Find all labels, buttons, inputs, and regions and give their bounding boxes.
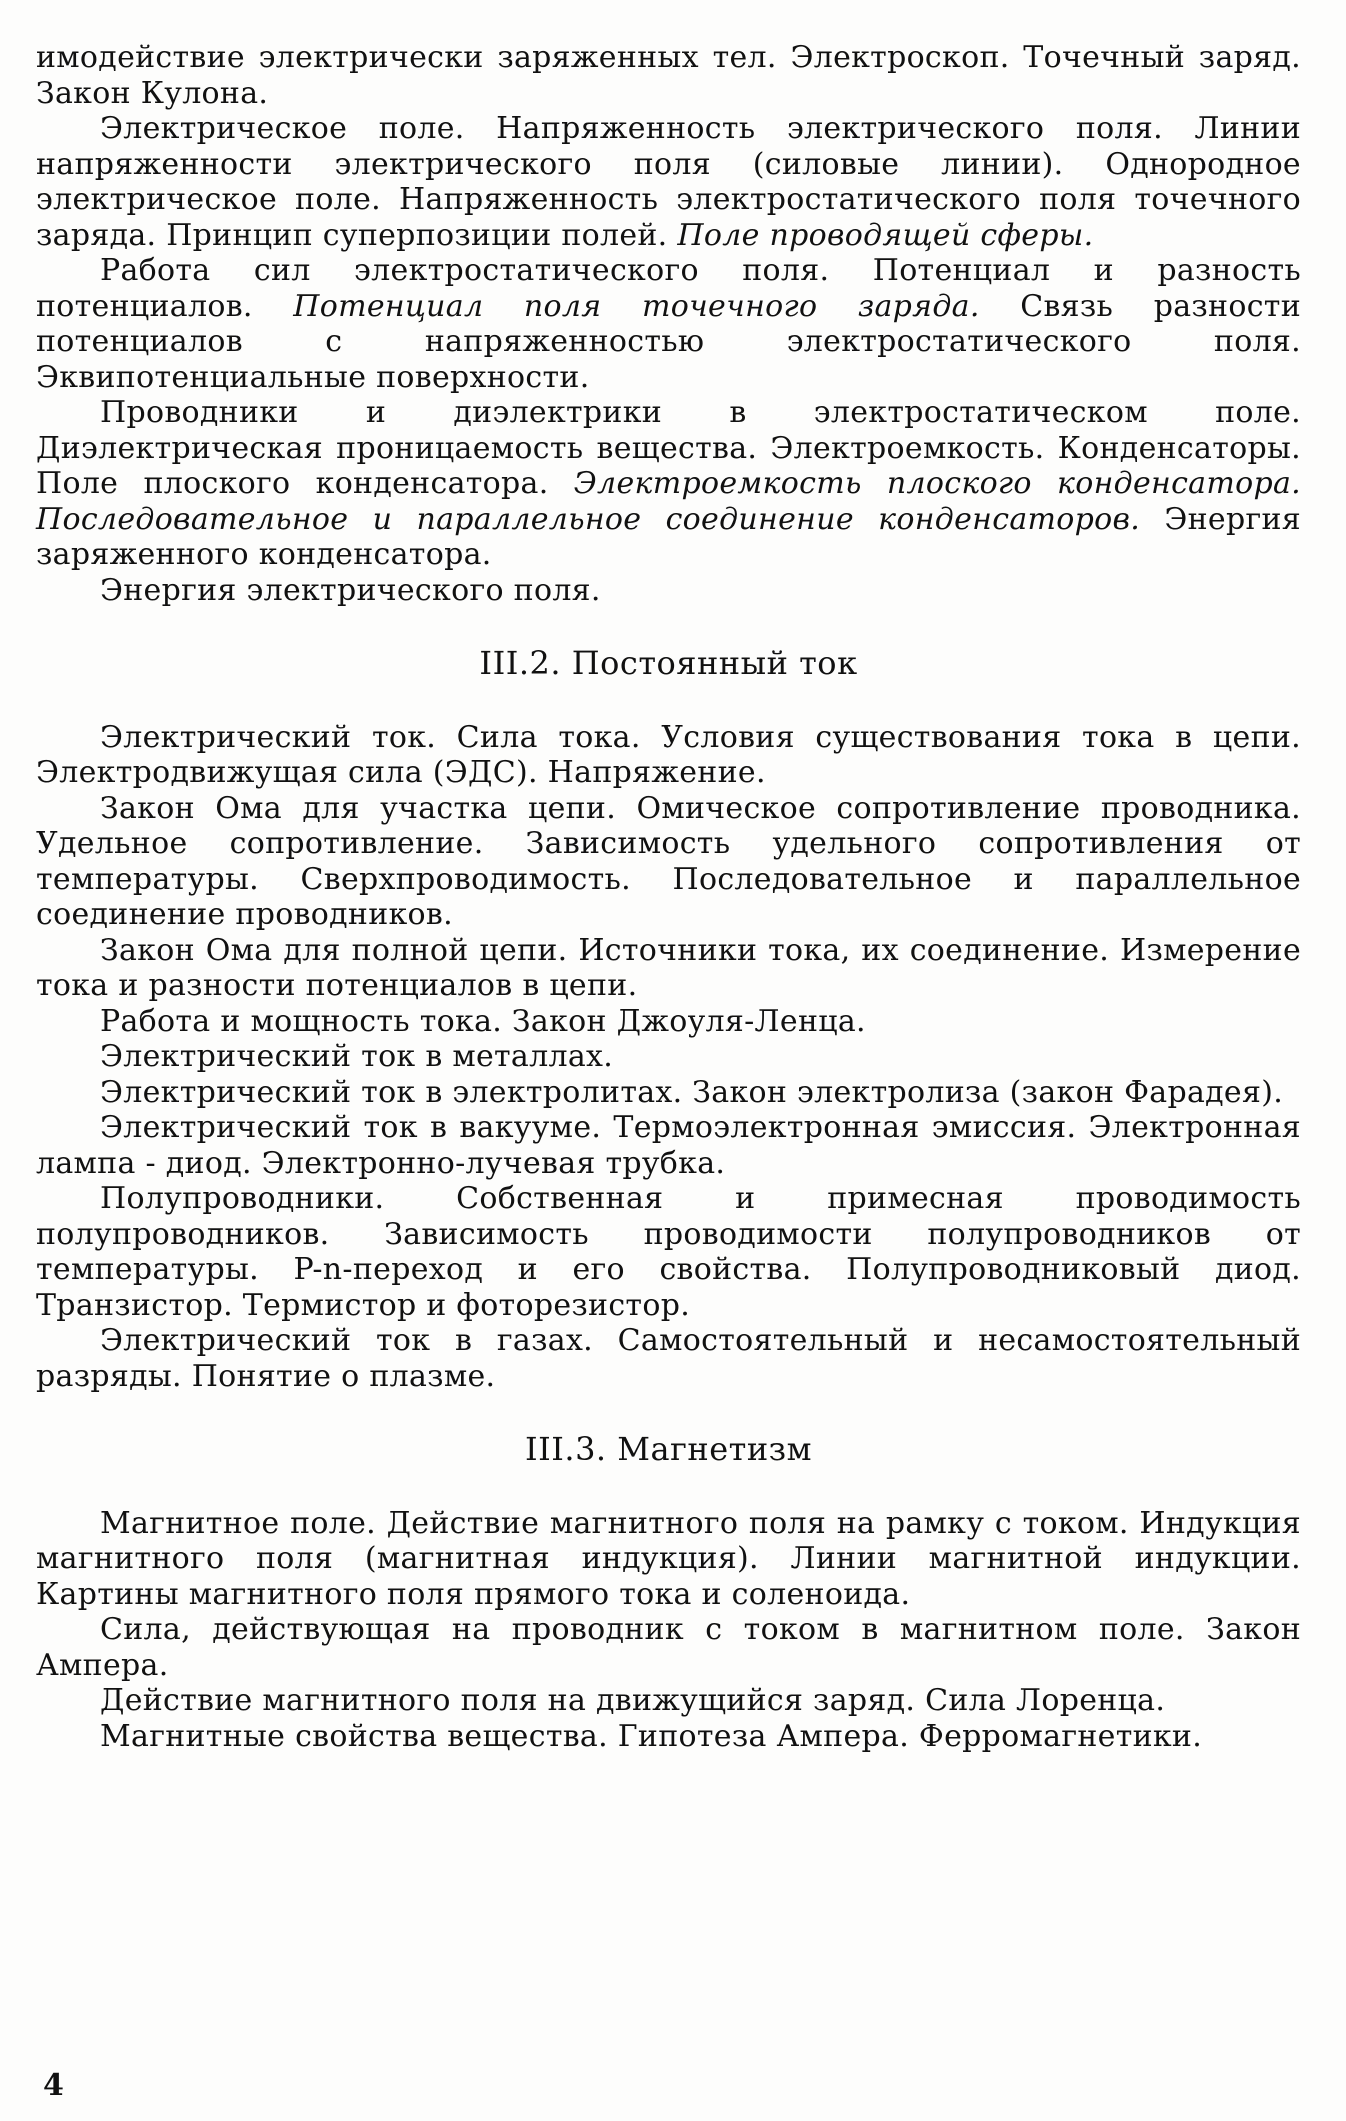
paragraph-text: Электрическое поле. Напряженность электрического поля. Линии напряженности электрического поля (силовые линии). Однородное электрическое поле. Напряженность электростатического поля точечного заряда. Принцип суперпозиции полей. [36, 111, 1301, 253]
paragraph: Магнитное поле. Действие магнитного поля на рамку с током. Индукция магнитного поля (магнитная индукция). Линии магнитной индукции. Картины магнитного поля прямого тока и соленоида. [36, 1505, 1301, 1612]
paragraph [36, 395, 1301, 573]
paragraph: Электрический ток. Сила тока. Условия существования тока в цепи. Электродвижущая сила (ЭДС). Напряжение. [36, 719, 1301, 790]
paragraph: Закон Ома для полной цепи. Источники тока, их соединение. Измерение тока и разности потенциалов в цепи. [36, 932, 1301, 1003]
paragraph: Электрический ток в вакууме. Термоэлектронная эмиссия. Электронная лампа - диод. Электронно-лучевая трубка. [36, 1110, 1301, 1181]
paragraph-text: Связь разности потенциалов с напряженностью электростатического поля. Эквипотенциальные поверхности. [36, 288, 1302, 395]
paragraph: Электрический ток в газах. Самостоятельный и несамостоятельный разряды. Понятие о плазме. [36, 1323, 1301, 1394]
paragraph-italic-text: Поле проводящей сферы. [677, 217, 1094, 253]
paragraph: Работа и мощность тока. Закон Джоуля-Ленца. [100, 1003, 866, 1039]
paragraph-italic-text: Электроемкость плоского конденсатора. Последовательное и параллельное соединение конденсаторов. [36, 466, 1301, 537]
paragraph-text: имодействие электрически заряженных тел. Электроскоп. Точечный заряд. Закон Кулона. [36, 40, 1301, 111]
paragraph: Электрический ток в электролитах. Закон электролиза (закон Фарадея). [100, 1074, 1284, 1110]
paragraph: Полупроводники. Собственная и примесная проводимость полупроводников. Зависимость проводимости полупроводников от температуры. P-n-переход и его свойства. Полупроводниковый диод. Транзистор. Термистор и фоторезистор. [36, 1181, 1301, 1323]
paragraph-italic-text: Потенциал поля точечного заряда. [293, 288, 980, 324]
paragraph: Действие магнитного поля на движущийся заряд. Сила Лоренца. [100, 1683, 1166, 1718]
paragraph: Магнитные свойства вещества. Гипотеза Ампера. Ферромагнетики. [100, 1718, 1203, 1754]
paragraph-text: Энергия заряженного конденсатора. [36, 501, 1301, 572]
paragraph [36, 40, 1301, 111]
section-heading: III.2. Постоянный ток [479, 644, 858, 682]
section-heading: III.3. Магнетизм [524, 1430, 813, 1468]
page-number: 4 [43, 2068, 64, 2103]
paragraph: Электрический ток в металлах. [100, 1039, 614, 1074]
paragraph-text: Энергия электрического поля. [100, 572, 601, 608]
paragraph [36, 573, 1301, 609]
paragraph [36, 111, 1301, 253]
paragraph: Закон Ома для участка цепи. Омическое сопротивление проводника. Удельное сопротивление. Зависимость удельного сопротивления от температуры. Сверхпроводимость. Последовательное и параллельное соединение проводников. [36, 790, 1301, 932]
paragraph [36, 253, 1301, 395]
paragraph-text: Проводники и диэлектрики в электростатическом поле. Диэлектрическая проницаемость вещества. Электроемкость. Конденсаторы. Поле плоского конденсатора. [36, 395, 1301, 501]
paragraph-text: Работа сил электростатического поля. Потенциал и разность потенциалов. [36, 253, 1301, 324]
page-content [36, 40, 1301, 1754]
paragraph: Сила, действующая на проводник с током в магнитном поле. Закон Ампера. [36, 1612, 1301, 1683]
